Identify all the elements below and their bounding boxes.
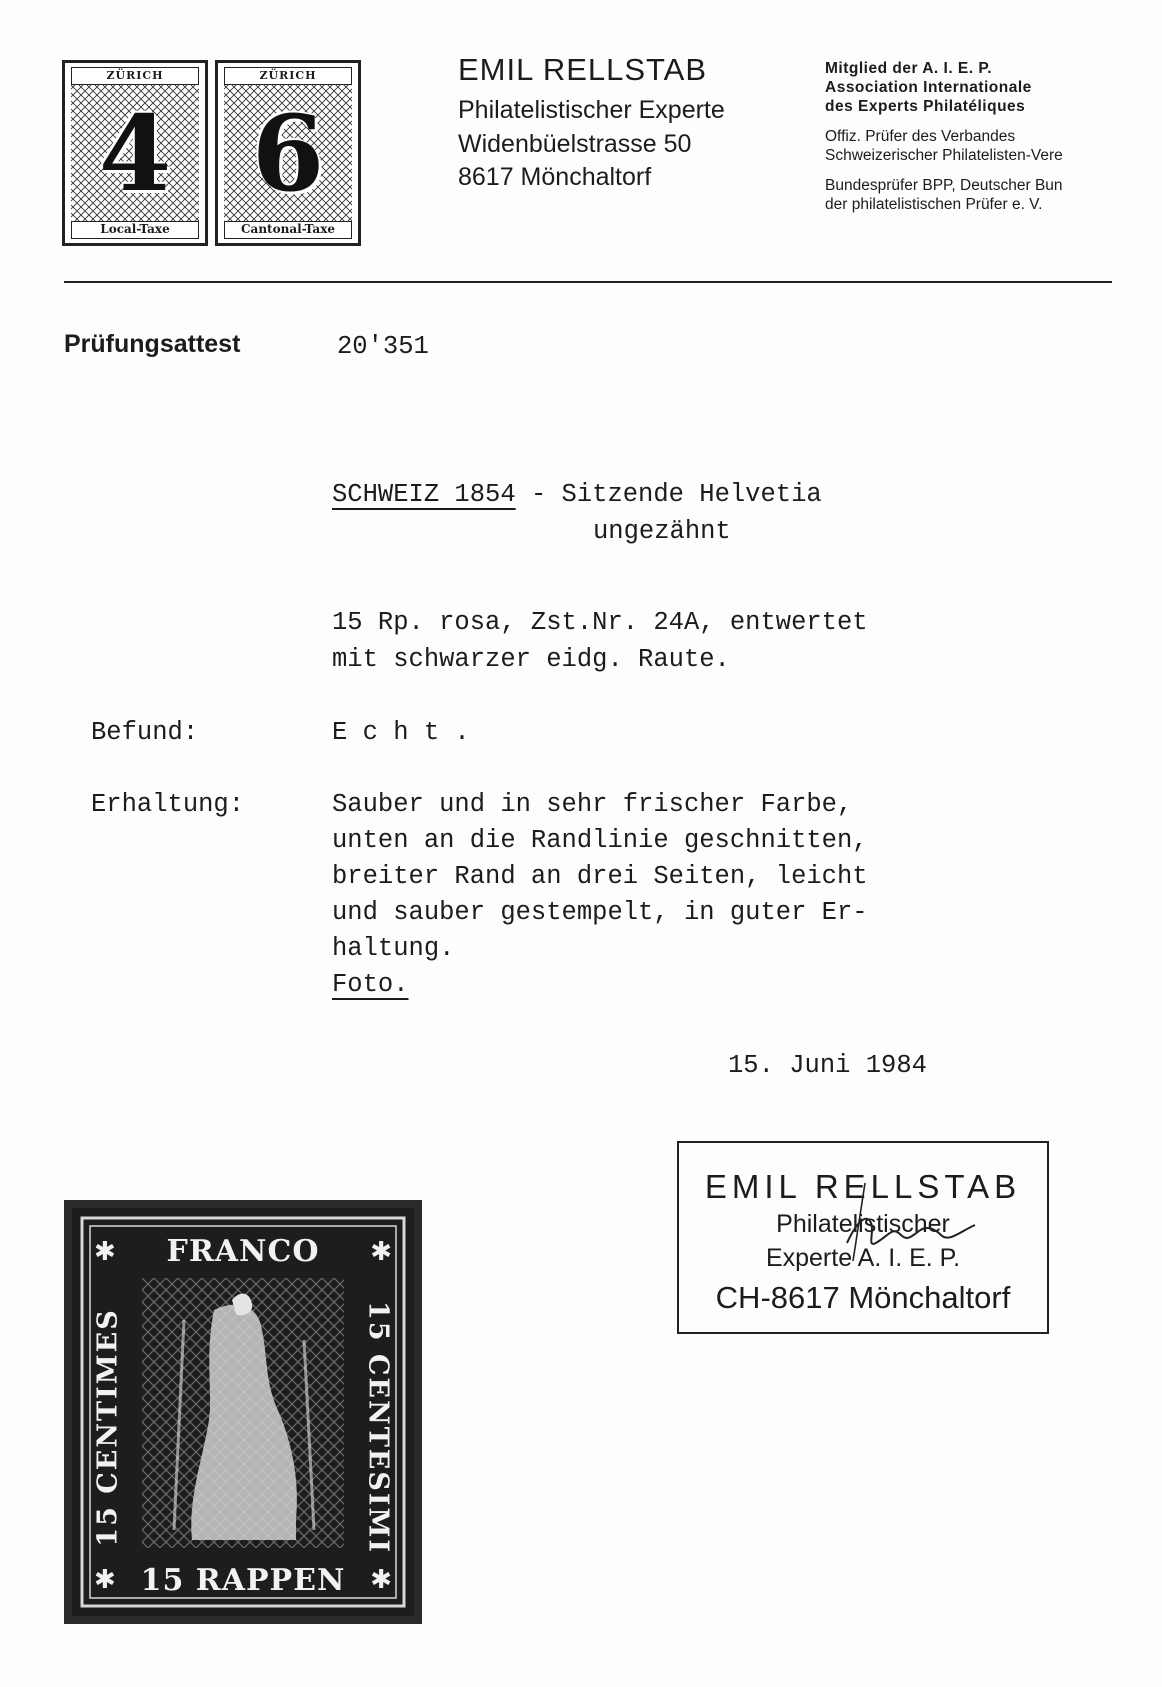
corner-star-icon: ✱ [94,1236,116,1266]
rubber-stamp-aiep: Experte A. I. E. P. [765,1244,961,1272]
certificate-date: 15. Juni 1984 [728,1051,927,1080]
rubber-stamp-name: EMIL RELLSTAB [704,1168,1022,1205]
expert-title: Philatelistischer Experte [458,96,725,124]
membership-bpp-2: der philatelistischen Prüfer e. V. [825,196,1043,213]
erhaltung-line-3: breiter Rand an drei Seiten, leicht [332,862,868,891]
erhaltung-label: Erhaltung: [91,790,245,819]
stamp-numeral: 4 [98,92,172,215]
stamp-heading-issue: - Sitzende Helvetia [515,480,822,509]
befund-value: E c h t . [332,718,470,747]
erhaltung-line-4: und sauber gestempelt, in guter Er- [332,898,868,927]
description-line-2: mit schwarzer eidg. Raute. [332,645,730,674]
rubber-stamp-city: CH-8617 Mönchaltorf [715,1280,1011,1315]
erhaltung-line-5: haltung. [332,934,455,963]
expert-street: Widenbüelstrasse 50 [458,130,692,158]
zurich-4-stamp-image [62,60,208,246]
description-line-1: 15 Rp. rosa, Zst.Nr. 24A, entwertet [332,608,868,637]
membership-aiep-2: Association Internationale [825,79,1032,96]
expert-city: 8617 Mönchaltorf [458,163,652,191]
stamp-top-text: ZÜRICH [71,67,199,85]
header-divider [64,281,1112,283]
befund-label: Befund: [91,718,199,747]
stamp-numeral: 6 [251,92,325,215]
foto-note: Foto. [332,970,409,999]
stamp-top-text: ZÜRICH [224,67,352,85]
stamp-centimes-label: 15 CENTIMES [92,1308,124,1547]
stamp-bottom-text: Cantonal-Taxe [224,221,352,239]
certificate-title: Prüfungsattest [64,330,241,358]
stamp-bottom-text: Local-Taxe [71,221,199,239]
membership-verband-1: Offiz. Prüfer des Verbandes [825,128,1016,145]
expert-rubber-stamp [677,1141,1049,1334]
handwritten-signature [679,1143,1051,1336]
expert-name: EMIL RELLSTAB [458,52,708,87]
membership-aiep-1: Mitglied der A. I. E. P. [825,60,993,77]
stamp-photograph [64,1200,422,1624]
stamp-centesimi-label: 15 CENTESIMI [362,1300,394,1555]
erhaltung-line-2: unten an die Randlinie geschnitten, [332,826,868,855]
rubber-stamp-title: Philatelistischer [776,1210,950,1238]
membership-aiep-3: des Experts Philatéliques [825,98,1026,115]
stamp-heading-country: SCHWEIZ 1854 [332,480,516,509]
corner-star-icon: ✱ [370,1564,392,1594]
stamp-rappen-label: 15 RAPPEN [140,1563,346,1598]
zurich-6-stamp-image [215,60,361,246]
stamp-franco-label: FRANCO [166,1234,320,1269]
stamp-heading-line2: ungezähnt [593,517,731,546]
erhaltung-line-1: Sauber und in sehr frischer Farbe, [332,790,853,819]
stamp-heading [332,480,822,509]
membership-verband-2: Schweizerischer Philatelisten-Vere [825,147,1063,164]
corner-star-icon: ✱ [94,1564,116,1594]
corner-star-icon: ✱ [370,1236,392,1266]
membership-bpp-1: Bundesprüfer BPP, Deutscher Bun [825,177,1063,194]
certificate-number: 20'351 [337,332,429,361]
